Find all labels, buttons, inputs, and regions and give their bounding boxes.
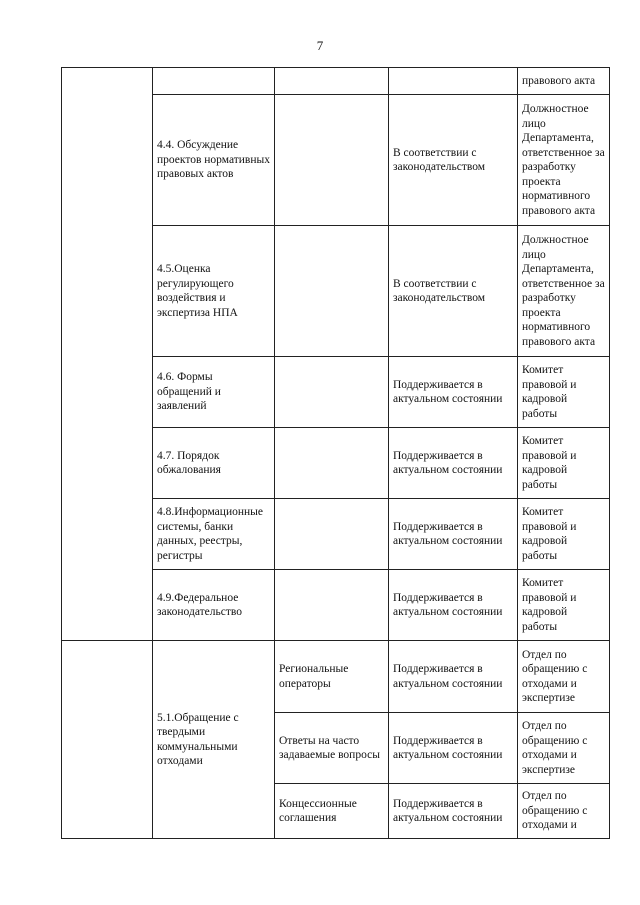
responsible-cell: Должностное лицо Департамента, ответственное за разработку проекта нормативного правового акта: [518, 95, 610, 226]
detail-cell: [275, 226, 389, 357]
status-cell: Поддерживается в актуальном состоянии: [389, 499, 518, 570]
detail-cell: [275, 95, 389, 226]
detail-cell: [275, 357, 389, 428]
subsection-cell: 4.4. Обсуждение проектов нормативных правовых актов: [153, 95, 275, 226]
detail-cell: Ответы на часто задаваемые вопросы: [275, 713, 389, 784]
content-table: [61, 67, 610, 839]
status-cell: Поддерживается в актуальном состоянии: [389, 641, 518, 713]
responsible-cell: Отдел по обращению с отходами и: [518, 784, 610, 839]
status-cell: Поддерживается в актуальном состоянии: [389, 428, 518, 499]
table-row: [62, 641, 610, 713]
subsection-cell: 5.1.Обращение с твердыми коммунальными отходами: [153, 641, 275, 839]
table-row: [62, 68, 610, 95]
detail-cell: [275, 68, 389, 95]
subsection-cell: 4.5.Оценка регулирующего воздействия и экспертиза НПА: [153, 226, 275, 357]
responsible-cell: Должностное лицо Департамента, ответственное за разработку проекта нормативного правового акта: [518, 226, 610, 357]
responsible-cell: Отдел по обращению с отходами и экспертизе: [518, 713, 610, 784]
page-number: 7: [316, 38, 324, 53]
detail-cell: [275, 570, 389, 641]
subsection-cell: [153, 68, 275, 95]
detail-cell: Концессионные соглашения: [275, 784, 389, 839]
status-cell: В соответствии с законодательством: [389, 226, 518, 357]
responsible-cell: Комитет правовой и кадровой работы: [518, 570, 610, 641]
responsible-cell: правового акта: [518, 68, 610, 95]
status-cell: Поддерживается в актуальном состоянии: [389, 570, 518, 641]
status-cell: В соответствии с законодательством: [389, 95, 518, 226]
status-cell: [389, 68, 518, 95]
status-cell: Поддерживается в актуальном состоянии: [389, 784, 518, 839]
subsection-cell: 4.6. Формы обращений и заявлений: [153, 357, 275, 428]
responsible-cell: Комитет правовой и кадровой работы: [518, 357, 610, 428]
detail-cell: Региональные операторы: [275, 641, 389, 713]
status-cell: Поддерживается в актуальном состоянии: [389, 357, 518, 428]
status-cell: Поддерживается в актуальном состоянии: [389, 713, 518, 784]
subsection-cell: 4.9.Федеральное законодательство: [153, 570, 275, 641]
detail-cell: [275, 499, 389, 570]
subsection-cell: 4.7. Порядок обжалования: [153, 428, 275, 499]
subsection-cell: 4.8.Информационные системы, банки данных, реестры, регистры: [153, 499, 275, 570]
responsible-cell: Комитет правовой и кадровой работы: [518, 428, 610, 499]
section-4-cell: [62, 68, 153, 641]
detail-cell: [275, 428, 389, 499]
responsible-cell: Комитет правовой и кадровой работы: [518, 499, 610, 570]
responsible-cell: Отдел по обращению с отходами и экспертизе: [518, 641, 610, 713]
section-5-cell: [62, 641, 153, 839]
